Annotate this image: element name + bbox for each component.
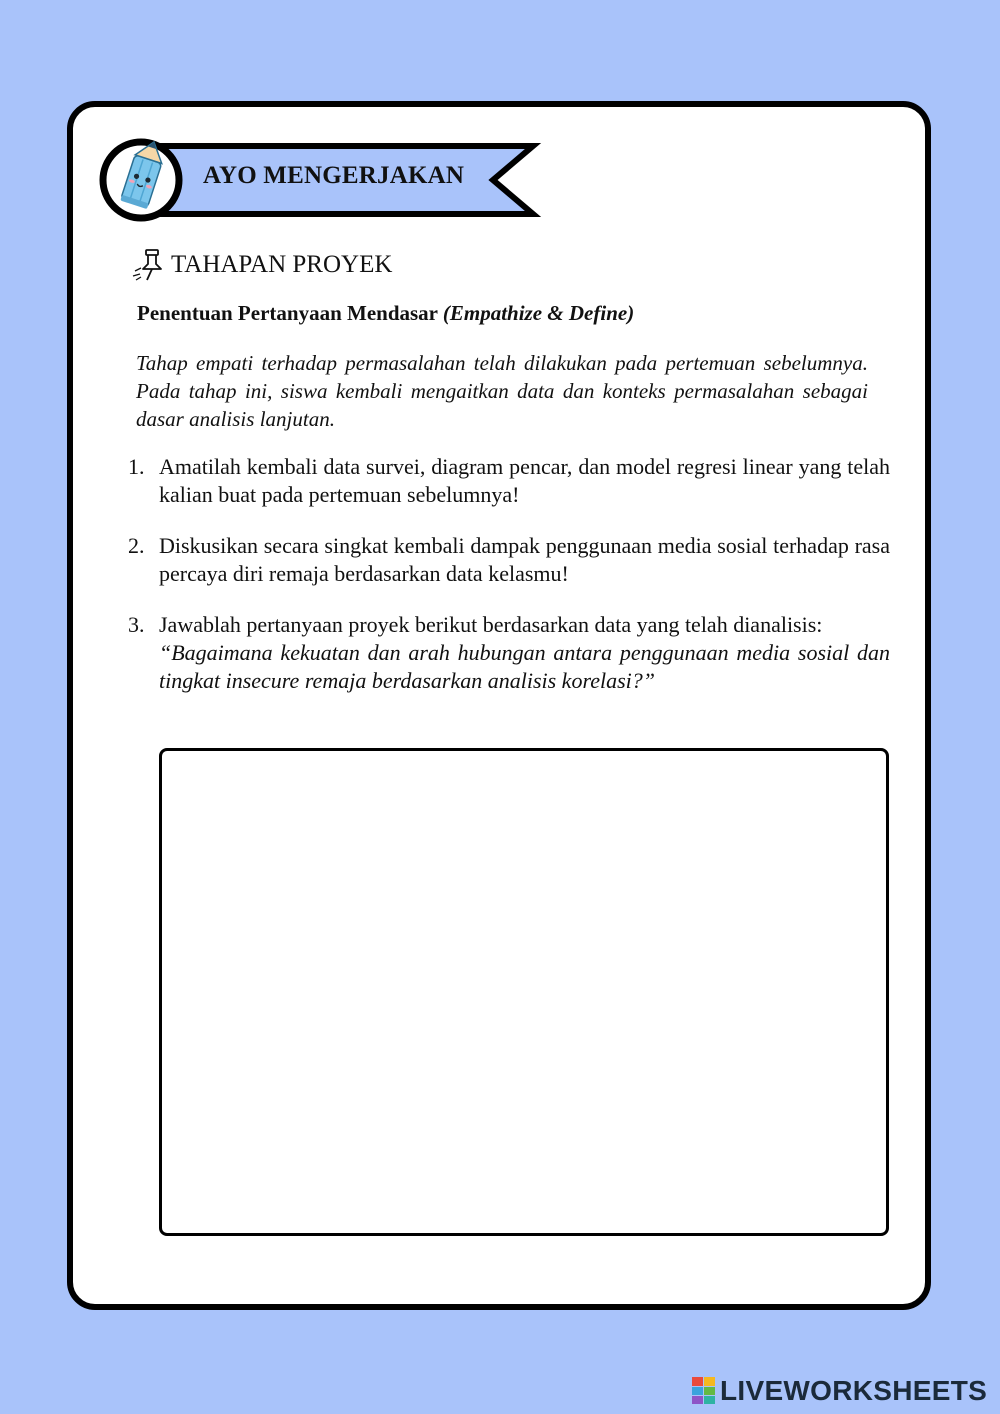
intro-paragraph: Tahap empati terhadap permasalahan telah dilakukan pada pertemuan sebelumnya. Pada tahap ini, siswa kembali mengaitkan data dan konteks permasalahan sebagai dasar analisis lanjutan.: [136, 351, 868, 431]
list-item-number: 2.: [128, 533, 145, 558]
liveworksheets-brand: LIVEWORKSHEETS: [720, 1375, 988, 1406]
section-heading: [127, 247, 392, 283]
project-question-quote: “Bagaimana kekuatan dan arah hubungan antara penggunaan media sosial dan tingkat insecure remaja berdasarkan analisis korelasi?”: [159, 640, 890, 693]
list-item: [128, 611, 890, 695]
subtitle-paren: (Empathize & Define): [442, 301, 635, 325]
task-list: [128, 453, 890, 718]
pushpin-icon: [127, 247, 167, 283]
list-item: [128, 453, 890, 509]
subtitle-text: Penentuan Pertanyaan Mendasar: [137, 301, 443, 325]
list-item: [128, 532, 890, 588]
section-heading-text: TAHAPAN PROYEK: [171, 251, 393, 278]
list-item-number: 3.: [128, 612, 145, 637]
list-item-body: [159, 611, 890, 695]
liveworksheets-logo: [692, 1375, 987, 1407]
list-item-text: Diskusikan secara singkat kembali dampak penggunaan media sosial terhadap rasa percaya diri remaja berdasarkan data kelasmu!: [159, 533, 890, 586]
list-item-text: Jawablah pertanyaan proyek berikut berdasarkan data yang telah dianalisis:: [159, 612, 823, 637]
banner: [99, 138, 549, 228]
banner-title: AYO MENGERJAKAN: [203, 162, 465, 189]
subtitle: [137, 301, 634, 326]
list-item-number: 1.: [128, 454, 145, 479]
list-item-text: Amatilah kembali data survei, diagram pencar, dan model regresi linear yang telah kalian buat pada pertemuan sebelumnya!: [159, 454, 890, 507]
liveworksheets-icon: [692, 1377, 716, 1405]
answer-box[interactable]: [159, 748, 889, 1236]
